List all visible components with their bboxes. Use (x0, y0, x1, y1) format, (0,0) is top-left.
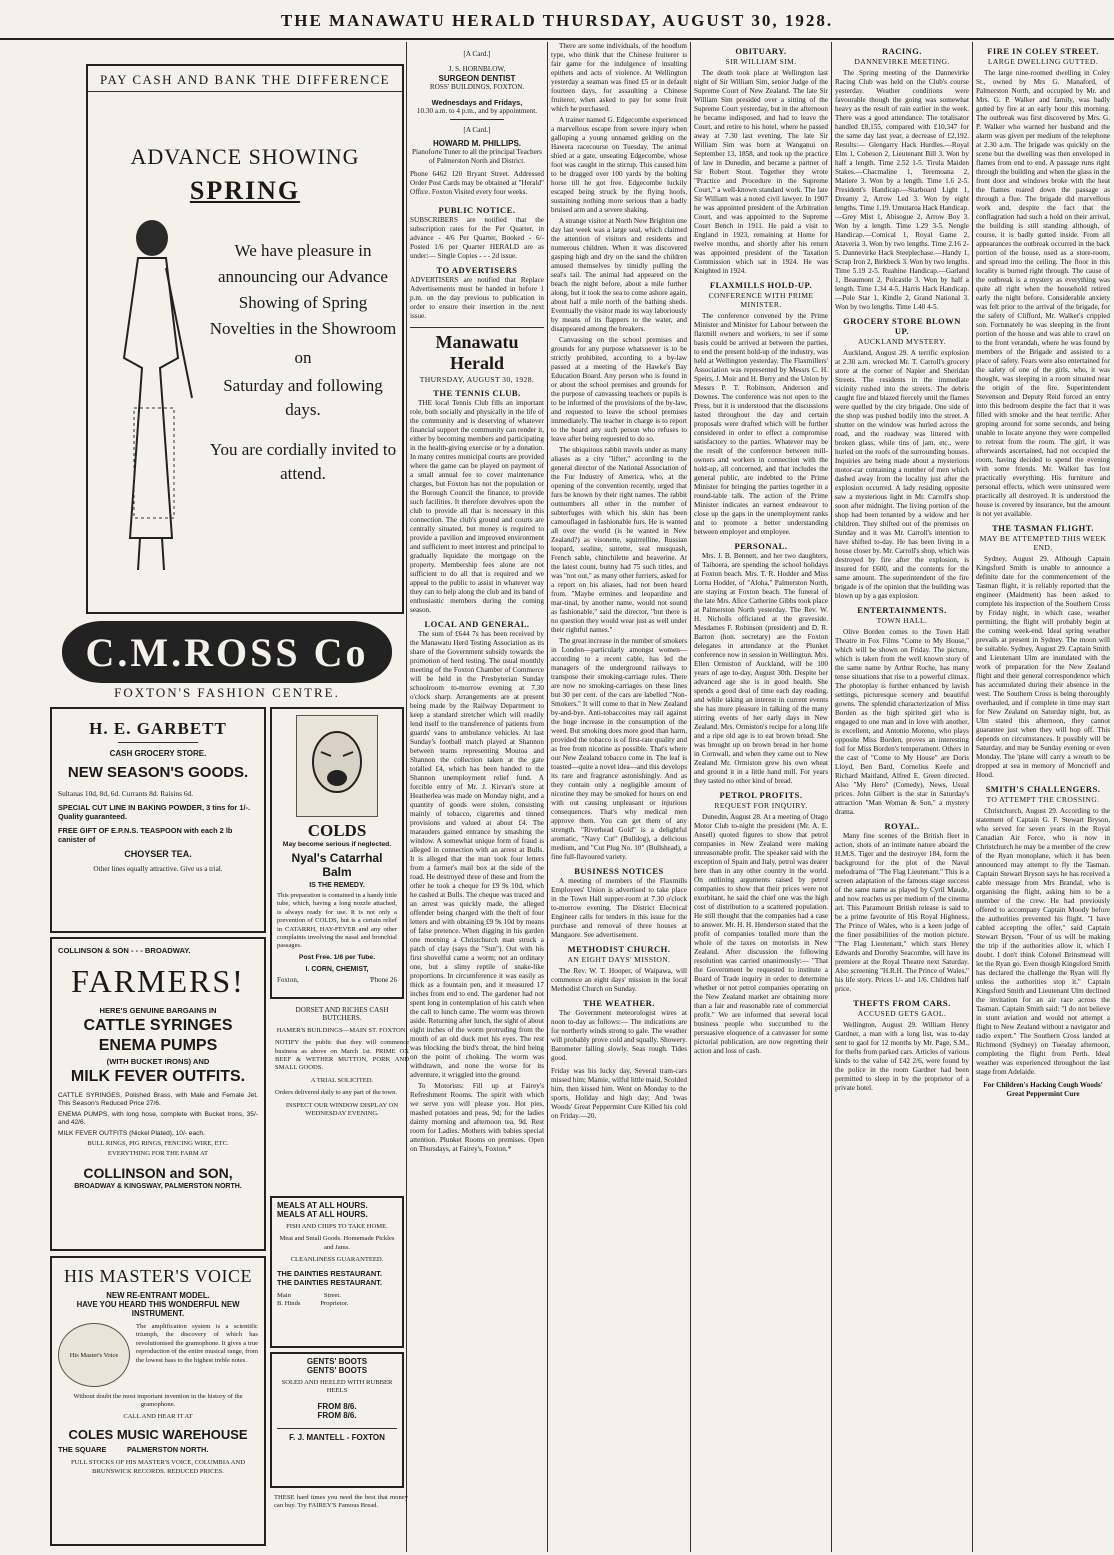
hmv-foot: FULL STOCKS OF HIS MASTER'S VOICE, COLUMBIA AND BRUNSWICK RECORDS. REDUCED PRICES. (71, 1459, 245, 1475)
petrol-subheading: REQUEST FOR INQUIRY. (714, 801, 808, 810)
boots-name: F. J. MANTELL - FOXTON (277, 1428, 397, 1442)
entertainments-heading: ENTERTAINMENTS. (857, 605, 947, 615)
masthead: THE MANAWATU HERALD THURSDAY, AUGUST 30, 1928. (0, 4, 1114, 40)
hornblow-address: ROSS' BUILDINGS, FOXTON. (429, 83, 525, 91)
flaxmills-heading: FLAXMILLS HOLD-UP. (709, 280, 813, 290)
garbett-line1: Sultanas 10d, 8d, 6d. Currants 8d. Raisins 6d. (58, 789, 194, 798)
dorset-advertisement (270, 1004, 414, 1198)
column-rule (547, 42, 548, 1552)
collinson-advertisement (50, 937, 266, 1251)
flaxmills-subheading: CONFERENCE WITH PRIME MINISTER. (708, 291, 814, 309)
collinson-detail: EVERYTHING FOR THE FARM AT (107, 1150, 209, 1158)
local-general-heading: LOCAL AND GENERAL. (424, 619, 530, 629)
sneezing-man-illustration (296, 715, 378, 817)
divider (118, 742, 198, 743)
collinson-top: COLLINSON & SON - - - BROADWAY. (58, 946, 191, 955)
column-rule (406, 42, 407, 1552)
advertisers-heading: TO ADVERTISERS (436, 265, 518, 275)
garbett-line4: Other lines equally attractive. Give us a trial. (93, 865, 223, 873)
hmv-body: The amplification system is a scientific triumph, the discovery of which has revolutionised the gramophone. It gives a true reproduction of the entire musical range, from the lowest bass to the highest treble notes. (136, 1323, 258, 1364)
hmv-sub: NEW RE-ENTRANT MODEL. (106, 1291, 210, 1300)
royal-body: Many fine scenes of the British fleet in action, shots of an intimate nature aboard the H.M.S. Tiger and the destroyer 184, form the background for the plot of the Naval melodrama of "The Flag Lieutenant." This is a screen adaptation of the famous stage success of the same name as played by Cyril Maude, and now reaches us per medium of the cinema art. This Paramount British release is said to be a prime favourite of His Royal Highness, The Prince of Wales, who is a keen judge of the finer possibilities of the motion picture. "The Flag Lieutenant," which stars Henry Edwards and Dorothy Seacombe, will have its premiere at the Royal Theatre next Saturday. Also screening "H.R.H. The Prince of Wales," his life story. Prices 1/- and 1/6. Children half price. (835, 832, 969, 993)
phillips-phone: Phone 6462 120 Bryant Street. Addressed Order Post Cards may be obtained at "Herald" Office. Foxton Visited every four weeks. (410, 170, 544, 196)
ross-on: on (294, 348, 312, 367)
personal-heading: PERSONAL. (734, 541, 788, 551)
ross-headline: ADVANCE SHOWING (130, 144, 360, 169)
article-paragraph: A trainer named G. Edgecombe experienced a marvellous escape from severe injury when galloping a young unnamed gelding on the Hawera racecourse on Tuesday. The animal shied at a gate, unseating Edgecombe, whose foot was caught in the stirrup. This caused him to be dragged over 100 yards by the bolting horse till he got free. Edgecombe luckily escaped being struck by the flying hoofs, sustaining nothing more serious than a badly bruised arm and a severe shaking. (551, 116, 687, 214)
column-3 (410, 42, 544, 1552)
challengers-body: Christchurch, August 29. According to the statement of Captain G. F. Stewart Bryson, who served for seven years in the Royal Canadian Air Force, who is now in Christchurch he may be a member of the crew of the Ryan monoplane, which it has been announced may attempt to fly the Tasman. Captain Stewart Bryson says he has received a cable message from Mrs Brandal, who is organising the flight, asking him to be a member of the crew. He had previously offered to accompany Captain Moody before the authorities prevented his flight. "I have cabled accepting the offer," said Captain Stewart Bryson. "Four of us will be making the trip if the authorities allow it, which I doubt. I don't think Colonel Brinsmead will let the Ryan go. Even though Kingsford Smith has declared the challenge the Ryan will fly unless the authorities stop it." Captain Kingsford Smith and Lieutenant Ulm declined the invitation for an air race across the Tasman. Captain Smith said: "I do not believe in stunt aviation and would not attempt a flight to New Zealand without a navigator and radio expert." The Southern Cross landed at Richmond (Sydney) on Tuesday afternoon, completing the flight from Perth. Ideal weather was experienced throughout the last stage from Adelaide. (976, 807, 1110, 1076)
garbett-name: H. E. GARBETT (89, 719, 227, 738)
racing-subheading: DANNEVIRKE MEETING. (854, 57, 950, 66)
tennis-heading: THE TENNIS CLUB. (433, 388, 521, 398)
nyals-title: COLDS (307, 821, 367, 840)
ross-banner: PAY CASH AND BANK THE DIFFERENCE (88, 66, 402, 92)
hmv-address: THE SQUARE PALMERSTON NORTH. (58, 1445, 209, 1455)
thefts-heading: THEFTS FROM CARS. (853, 998, 951, 1008)
grocery-subheading: AUCKLAND MYSTERY. (857, 337, 947, 346)
hornblow-title: SURGEON DENTIST (438, 74, 516, 83)
column-6 (835, 42, 969, 1552)
dorset-trial: A TRIAL SOLICITED. (310, 1076, 374, 1084)
hmv-advertisement (50, 1256, 266, 1546)
boots-advertisement (270, 1352, 404, 1488)
tasman-body: Sydney, August 29. Although Captain Kingsford Smith is unable to announce a definite date for the commencement of the Tasman flight, it is reliably reported that the engineer (Maidment) has been asked to complete his inspection of the Southern Cross by Friday night, in which case, weather permitting, the flight will probably begin at the coming week-end. Ideal spring weather prevails at present in Sydney. The moon will be suitable. Sydney, August 29. Captain Smith and Lieutenant Ulm are inundated with the work of preparation for the New Zealand flight and their general correspondence which has accumulated during their absence in the west. The Southern Cross is being thoroughly overhauled, and if complete in time may start for New Zealand on Saturday night, but, as Ulm stated this afternoon, they cannot guarantee just when they will hop off. This depends on circumstances. It possibly will be Saturday, and may be Sunday evening or even Monday. The 'plane will carry a wreath to be dropped at sea in memory of Moncrieff and Hood. (976, 555, 1110, 779)
collinson-detail: ENEMA PUMPS, with long hose, complete with Bucket Irons, 35/- and 42/6. (58, 1110, 258, 1127)
business-notices-heading: BUSINESS NOTICES (574, 866, 664, 876)
petrol-body: Dunedin, August 28. At a meeting of Otago Motor Club to-night the president (Mr. A. E. Ansell) quoted figures to show that petrol companies in New Zealand were making unreasonable profit. The speaker said with the exception of Spain and Italy, petrol was dearer here than in any other country in the world. On outlining arguments raised by petrol companies to show that their prices were not exorbitant, he said the chief one was the high cost of distribution to a scattered population. He still thought that the companies had a case to answer. Mr. H. H. Henderson stated that the profit of companies totalled more than the whole of the taxes on motorists in New Zealand. After discussion the following resolution was carried unanimously:— "That the Government be requested to institute a Board of Trade inquiry in order to determine whether or not petrol companies operating on the New Zealand market are obtaining more than a fair and reasonable rate of commercial profit." We are informed that several local business people who succumbed to the persuasive eloquence of a canvasser for some pictorial publication, are now regretting their action and loss of cash. (694, 813, 828, 1055)
challengers-heading: SMITH'S CHALLENGERS. (985, 784, 1101, 794)
methodist-heading: METHODIST CHURCH. (567, 944, 671, 954)
flaxmills-body: The conference convened by the Prime Minister and Minister for Labour between the flaxmill owners and workers, to see if some basis could be arrived at between the parties, to end the present hold-up of the industry, was held at Wellington yesterday. The Flaxmillers' Association was represented by Messrs C. H. Speirs, J. Moir and H. Berry and the Union by Messrs P. T. Robinson, Anderson and Downes. The conference was not open to the Press, but it is understood that the discussions lasted throughout the day and certain proposals were drafted which will be further considered in order to effect a compromise satisfactory to the parties. Whatever may be the result of the conference between mill-owners and workers in connection with the hold-up, all concerned, and that includes the general public, are indebted to the Prime Minister for bringing the parties together in a round-table talk. The action of the Prime Minister indicates an earnest endeavour to close up the gaps in the unemployment ranks and to promote a better understanding between employer and employee. (694, 312, 828, 536)
column-rule (831, 42, 832, 1552)
nyals-brand: Nyal's Catarrhal Balm (291, 851, 383, 879)
dainties-meals: MEALS AT ALL HOURS. (277, 1210, 368, 1219)
entertainments-body: Olive Borden comes to the Town Hall Theatre in Fox Films "Come to My House," which will be shown on Friday. The picture, which is taken from the well known story of the same name by Arthur Roche, has many tense situations that rise to a powerful climax. The photoplay is further enhanced by lavish settings, picturesque scenery and beautiful gowns. The splendid characterization of Miss Borden as the high spirited girl who is engaged to one man and in love with another, is excellent, and Antonio Moreno, who plays opposite Miss Borden, proves an interesting foil for Miss Borden's temperament. Others in the cast of "Come to My House" are Doris Lloyd, Ben Bard, Cornelius Keefe and Richard Maitland, Alfred E. Green directed. Also "My Hero" (Comedy), News, Usual prices. John Gilbert is the star in Saturday's attraction "Man Woman & Son," a mystery drama. (835, 628, 969, 816)
phillips-body: Pianoforte Tuner to all the principal Teachers of Palmerston North and District. (412, 148, 542, 165)
nyals-price: Post Free. 1/6 per Tube. (298, 953, 376, 961)
challengers-subheading: TO ATTEMPT THE CROSSING. (986, 795, 1100, 804)
nyals-remedy: IS THE REMEDY. (309, 882, 365, 889)
dainties-advertisement (270, 1196, 404, 1348)
issue-date: THURSDAY, AUGUST 30, 1928. (419, 375, 535, 384)
nyals-foxton: Foxton, (277, 975, 299, 984)
boots-title: GENTS' BOOTS (306, 1366, 368, 1375)
hmv-sub: HAVE YOU HEARD THIS WONDERFUL NEW INSTRUMENT. (76, 1300, 240, 1318)
thefts-body: Wellington, August 29. William Henry Gardner, a man with a long list, was to-day sent to gaol for 12 months by Mr. Page, S.M., for thefts from parked cars. Articles of various kinds to the value of £42 2/6, were found by the police in the room Gardner had been permitted to sleep in by the proprietor of a private hotel. (835, 1021, 969, 1092)
ross-headline-spring: SPRING (189, 176, 301, 205)
garbett-line3: FREE GIFT OF E.P.N.S. TEASPOON with each 2 lb canister of (58, 826, 233, 844)
racing-heading: RACING. (881, 46, 923, 56)
article-paragraph: Canvassing on the school premises and grounds for any purpose whatsoever is to be strictly prohibited, according to a by-law passed at a meeting of the Hawke's Bay Education Board. Any person who is found in or about the school premises and grounds for the purpose of canvassing teachers or pupils is to be informed of the provisions of the by-law, and requested to leave the school premises immediately. The teacher in charge is to report to the board any such person who refuses to leave after being requested to do so. (551, 336, 687, 443)
boots-title: GENTS' BOOTS (306, 1357, 368, 1366)
nyals-phone: 'Phone 26 (369, 975, 397, 984)
petrol-heading: PETROL PROFITS. (719, 790, 803, 800)
local-general-body: The sum of £644 7s has been received by the Manawatu Herd Testing Association as its share of the Government subsidy towards the promotion of herd testing. The usual monthly meeting of the Foxton Chamber of Commerce will be held in the Presbyterian Sunday schoolroom to-morrow evening at 7.30 o'clock sharp. Arrangements are at present being made by the Railway Department to keep a standard stretcher which will readily lend itself to the transference of patients from guards' vans to ambulance vehicles. At last Sunday's football match played at Shannon between teams representing Moutoa and Shannon the collection taken at the gate totalled £4, which has been handed to the Shannon unemployment relief fund. A forcible entry of Mr. J. Kirvan's store at Heatherlea was made on Monday night, and a quantity of goods were stolen, consisting mainly of tobacco, cigarettes and tinned provisions and valued at about £4. The marauders gained entrance by smashing the window. A somewhat unique form of fraud is alleged in connection with an arrest at Bulls. It is alleged that the man took four letters from a farmer's mail box at the side of the road. He destroyed three of these and from the other he took a cheque for £9 9s 10d, which he cashed at Bulls. The cheque was traced and an arrest was quickly made, the alleged offender being charged with the theft of four letters and with obtaining £9 9s 10d by means of false pretence. When digging in his garden one morning a Christchurch man struck a patch of clay (says the "Sun"). Out with his first shovelful came a worm; not an ordinary one, but a slimy reptile of snake-like proportions. In circumference it was easily as thick as a fountain pen, and it measured 17 inches from end to end. The gardener had not spent long in contemplation of his catch when the call to lunch came. The worm was thrown aside. Returning after lunch, the sight of about eight inches of the worm protruding from the mouth of an old duck met his eyes. The rest was blocking the bird's throat, the bird being on the point of choking. The worm was withdrawn, and none the worse for its adventure, it wriggled into the ground. (410, 630, 544, 1079)
collinson-name: COLLINSON and SON, (83, 1164, 233, 1181)
phillips-name: HOWARD M. PHILLIPS. (433, 139, 521, 148)
column-rule (972, 42, 973, 1552)
garbett-advertisement (50, 707, 266, 933)
obituary-heading: OBITUARY. (735, 46, 787, 56)
nyals-advertisement (270, 707, 404, 999)
hmv-store: COLES MUSIC WAREHOUSE (68, 1427, 248, 1443)
fire-body: The large nine-roomed dwelling in Coley St., owned by Mrs G. Manaford, of Palmerston North, and occupied by Mr. and Mrs. G. P. Walker and family, was badly gutted by fire at an early hour this morning. The outbreak was first discovered by Mrs. G. P. Walker who warned her husband and the alarm was given per medium of the telephone at 2.30 a.m. The brigade was quickly on the scene but the dwelling was then enveloped in flames from end to end. A passage runs right through the building and when the glass in the front door and windows broke with the heat the flames roared down the passage as through a flue. The brigade did marvellous work and, despite the fact that the conflagration had such a hold on their arrival, the building is still standing although, of course, it is badly gutted inside. From all appearances the outbreak occurred in the back portion of the house, used as a store-room, and spread into the ceiling. The floor in this locality is burned right through. The cause of the outbreak is a mystery as everything was quite all right when the household retired early the night before. Considerable anxiety was felt prior to the arrival of the brigade, for the safety of Clifford, Mr. Walker's crippled son. Fortunately he was sleeping in the front portion of the house and was able to crawl on to the front verandah, where he was found by members of the Brigade and assisted to a place of safety. Fears were also entertained for the safety of one of the girls, who, it was thought, was sleeping in a room situated near the origin of the fire. Superintendent Stevenson and Deputy Reid forced an entry into this bedroom despite the fact that it was filled with smoke and the heat terrific. After groping around for some seconds, and being unable to locate anyone they were compelled to retreat from the room. The girl, it was afterwards ascertained, had not occupied the room, having decided to spend the evening with some friends. Mr. Walker has lost practically everything. His furniture and personal effects, which were uninsured were practically all destroyed. It is understood the house is covered by insurance, but the amount is not yet available. (976, 69, 1110, 518)
dorset-title: DORSET AND RICHES CASH BUTCHERS. (295, 1006, 389, 1023)
article-paragraph: The ubiquitous rabbit travels under as many aliases as a city "lifter," according to the general director of the National Association of the Fur Industry of America, who, at the opening of the convention recently, urged that furs be known by their right names. The rabbit outnumbers all other in the number of subterfuges with which his skin has been camouflaged in fashionable furs. He is wanted all over the world (is he wanted in New Zealand?) as visonette, squirrelline, Russian leopard, sealine, sutrette, seal musquash, French sable, chinchilette and beaverine. At the latest count, bunny had 75 such titles, and was "not out," as many other furriers, asked for a report on his aliases, had not been heard from. "Maybe ermines and leopardine and mar-tinal, by another name, would not sound as fashionable," said the director, "but there is no question they would wear just as well under their rightful names." (551, 446, 687, 634)
hmv-line: Without doubt the most important invention in the history of the gramophone. (73, 1393, 243, 1409)
dorset-address: HAMER'S BUILDINGS—MAIN ST. FOXTON. (276, 1026, 408, 1034)
thefts-subheading: ACCUSED GETS GAOL. (857, 1009, 947, 1018)
collinson-fever: MILK FEVER OUTFITS. (70, 1068, 246, 1085)
ross-tagline: FOXTON'S FASHION CENTRE. (114, 685, 340, 700)
hornblow-name: J. S. HORNBLOW, (448, 65, 506, 73)
collinson-detail: CATTLE SYRINGES, Polished Brass, with Male and Female Jet. This Season's Reduced Price 27/6. (58, 1092, 258, 1108)
nyals-chemist: I. CORN, CHEMIST, (305, 965, 369, 973)
ross-logo: C.M.ROSS Co (62, 621, 392, 683)
ross-advertisement (86, 64, 404, 614)
royal-heading: ROYAL. (884, 821, 920, 831)
collinson-syringes: CATTLE SYRINGES (83, 1017, 233, 1034)
tasman-heading: THE TASMAN FLIGHT. (992, 523, 1094, 533)
collinson-detail: BULL RINGS, PIG RINGS, FENCING WIRE, ETC. (87, 1140, 229, 1148)
dorset-orders: Orders delivered daily to any part of the town. (275, 1089, 398, 1097)
motorists-notice: To Motorists: Fill up at Fairey's Refreshment Rooms. The spirit with which we serve you will please you. Hot pies, mashed potatoes and peas, 9d; for the ladies dainty morning and afternoon tea, 9d. Rest room for Ladies. Mothers with babies special attention. Plunket Rooms on premises. Open on Thursdays, at Fairey's, Foxton.* (410, 1082, 544, 1153)
ross-body: We have pleasure in announcing our Advance Showing of Spring Novelties in the Showroom (209, 241, 397, 338)
column-4 (551, 42, 687, 1552)
collinson-enema: ENEMA PUMPS (98, 1037, 218, 1054)
card-label: [A Card.] (463, 50, 491, 58)
boots-price: FROM 8/6. (317, 1401, 357, 1411)
nyals-sub: May become serious if neglected. (282, 841, 392, 848)
dainties-main: Main Street. (277, 1291, 341, 1299)
divider (450, 119, 504, 120)
dainties-fish: FISH AND CHIPS TO TAKE HOME. (286, 1223, 388, 1230)
tasman-subheading: MAY BE ATTEMPTED THIS WEEK END. (979, 534, 1107, 552)
collinson-detail: MILK FEVER OUTFITS (Nickel Plated), 10/- each. (58, 1129, 205, 1137)
grocery-heading: GROCERY STORE BLOWN UP. (843, 316, 961, 336)
ross-logo-band (50, 621, 404, 703)
fashion-figure-illustration (100, 208, 200, 578)
article-paragraph: There are some individuals, of the hoodlum type, who think that the Chinese fruiterer is fair game for the indulgence of insulting epithets and acts of violence. At Wellington yesterday a seaman was fined £5 or in default fourteen days, for assaulting a Chinese fruiterer, when asked to pay for some fruit which he purchased. (551, 42, 687, 113)
paper-nameplate: Manawatu Herald (410, 327, 544, 374)
article-paragraph: The great increase in the number of smokers in London—particularly amongst women—according to a recent cable, has led the managers of the underground railways to transpose their smoking-carriage rules. There are now no smoking-carriages on these lines but 30 per cent. of the cars are labelled "Non-Smokers." It will come to that in New Zealand by-and-bye. Anti-tobaccoites may rail against the huge increase in the consumption of the weed. But smoking does more good than harm, provided the tobacco is of first-rate quality and as free from nicotine as possible. That's where our New Zealand tobacco come in. The leaf is toasted—quite a novel idea—and this develops its rare and fragrance astonishingly. And as they contain only a negligible amount of nicotine they may be smoked for hours on end with out causing unpleasant or injurious consequences. That's why medical men approve them. You can get them of any strength. "Riverhead Gold" is a delightful aromatic, "Navy Cut" (Bulldog), a delicious medium, and "Cut Plug No. 10" (Bullshead), a fine full-flavoured variety. (551, 637, 687, 861)
fire-subheading: LARGE DWELLING GUTTED. (987, 57, 1099, 66)
ross-invite: You are cordially invited to attend. (209, 440, 397, 483)
hornblow-hours: 10.30 a.m. to 4 p.m., and by appointment. (416, 107, 538, 115)
dainties-clean: CLEANLINESS GUARANTEED. (290, 1256, 384, 1264)
garbett-headline: NEW SEASON'S GOODS. (67, 764, 249, 781)
business-notices-body: A meeting of members of the Flaxmills Employees' Union is advertised to take place in the Town Hall supper-room at 7.30 o'clock to-morrow evening. The District Electrical Engineer calls for tenders in this issue for the purchase and removal of three houses at Mangaore. See advertisement. (551, 877, 687, 939)
boots-soled: SOLED AND HEELED WITH RUBBER HEELS (281, 1379, 393, 1395)
garbett-sub: CASH GROCERY STORE. (109, 749, 207, 758)
dainties-restaurant: THE DAINTIES RESTAURANT. (277, 1277, 382, 1287)
collinson-address: BROADWAY & KINGSWAY, PALMERSTON NORTH. (74, 1182, 242, 1190)
public-notice-heading: PUBLIC NOTICE. (438, 205, 516, 215)
obituary-body: The death took place at Wellington last night of Sir William Sim, senior Judge of the Supreme Court of New Zealand. The late Sir William Sim presided over a sitting of the Supreme Court yesterday, but in the afternoon he became indisposed, and had to leave the Court, and retire to his hotel, where he passed away at 7.30 last evening. The late Sir William Sim was born at Wanganui on September 13, 1858, and took up the practice of law in Dunedin, and became a partner of Sir Robert Stout. Together they wrote "Practice and Procedure in the Supreme Court," a well-known standard work. The late Sir William was a noted civil lawyer. In 1907 he was appointed president of the Arbitration Court, and was appointed to the Supreme Court Bench in 1911. He paid a visit to England in 1923, remaining at Home for twelve months, and shortly after his return was appointed president of the Taxation Commission which sat in 1924. He was Knighted in 1924. (694, 69, 828, 275)
collinson-bargains: HERE'S GENUINE BARGAINS IN (99, 1006, 217, 1015)
garbett-line2: SPECIAL CUT LINE IN BAKING POWDER, 3 tins for 1/-. Quality guaranteed. (58, 803, 251, 821)
ross-days: Saturday and following days. (223, 376, 383, 419)
column-rule (690, 42, 691, 1552)
collinson-farmers: FARMERS! (71, 963, 245, 999)
hornblow-days: Wednesdays and Fridays, (431, 98, 523, 107)
dorset-inspect: INSPECT OUR WINDOW DISPLAY ON WEDNESDAY EVENING. (285, 1101, 399, 1118)
fire-heading: FIRE IN COLEY STREET. (987, 46, 1099, 56)
cough-cure-notice: For Children's Hacking Cough Woods' Great Peppermint Cure (983, 1081, 1103, 1098)
dainties-meals: MEALS AT ALL HOURS. (277, 1201, 368, 1210)
grocery-body: Auckland, August 29. A terrific explosion at 2.30 a.m. wrecked Mr. T. Carroll's grocery store at the corner of Napier and Sheridan Streets. The residents in the immediate vicinity rushed into the streets. The debris caught fire and blazed fiercely until the flames were quelled by the city brigade. One side of the shop was pushed bodily into the street. A shutter on the window was hurled across the road, and the roadway was littered with broken glass, while tins of jam, etc., were hurled on the roofs of the surrounding houses. Inquiries are being made about a mysterious motor-car containing a number of men which dashed away from the locality just after the explosion occurred. A lady residing opposite saw a mysterious light in Mr. Carroll's shop soon after midnight. The living portion of the shop had been tenanted by a widow and her children. They shifted out of the premises on Sunday and it was Mr. Carroll's intention to have shifted to-day. He has been living in a house closer by. Mr. Carroll's shop, which was destroyed by fire after the explosion, is insured for £600, and the contents for the same amount. The superintendent of the fire brigade is of the opinion that the building was blown up by a gas explosion. (835, 349, 969, 600)
methodist-subheading: AN EIGHT DAYS' MISSION. (567, 955, 671, 964)
boots-price: FROM 8/6. (317, 1410, 357, 1420)
article-paragraph: A strange visitor at North New Brighton one day last week was a large seal, which claimed the attention of visitors and residents and numerous children. When it was discovered gasping high and dry on the sand the children amused themselves by timidly pulling the seal's tail. The animal had appeared on the beach the night before, about a mile further along, but it took the sea to come ashore again, about half a mile north of the bathing sheds. Eventually the visitor made its way laboriously by means of its flappers to the water, and disappeared among the breakers. (551, 217, 687, 333)
entertainments-subheading: TOWN HALL. (876, 616, 928, 625)
obituary-subheading: SIR WILLIAM SIM. (725, 57, 797, 66)
dainties-restaurant: THE DAINTIES RESTAURANT. (277, 1268, 382, 1278)
tennis-body: THE local Tennis Club fills an important role, both socially and physically in the life of the community and is deserving of whatever financial support the community can render it, either by becoming members and participating in the health-giving exercise or by a donation. In many centres municipal courts are provided where the game can be played on payment of a small annual fee to cover maintenance charges, but Foxton has not the population or the Borough Council the finance, to provide such facilities. It therefore devolves upon the club to provide all that is necessary in this connection. The club's ground and courts are centrally situated, but money is required to provide a pavilion and improved environment and sufficient to meet interest and principal to gradually liquidate the mortgage on the property. Membership fees alone are not sufficient to do all that is required and we appeal to the public to assist in whatever way they can to help along the club and its band of enthusiastic members during the coming season. (410, 399, 544, 614)
racing-body: The Spring meeting of the Dannevirke Racing Club was held on the Club's course yesterday. Weather conditions were favourable though the going was somewhat heavy as the result of rain earlier in the week. There was a good attendance. The totalisator handled £8,155, compared with £10,347 for the same day last year, a decrease of £2,192. Results:— Glengarry Hack Hurdles.—Royal Elm 1, Cobeson 2, Lieutenant Bill 3. Won by half a length. Time 2.52 1-5. Tirula Maiden Stakes.—Chacmaline 1, Teremoana 2, Matiere 3. Won by a length. Time 1.6 2-5. President's Handicap.—Starboard Light 1, Dreamy 2, Arrow Led 3. Won by eight lengths. Time 1.19. Umutaroa Hack Handicap.—Grey Mist 1, Abisogue 2, Arrow Boy 3. Won by a length. Time 1.29 3-5. Nengle Handicap.—Comical 1, Royal Game 2, Ataveria 3. Won by two lengths. Time 2.16 2-5. Dannevirke Hack Steeplechase.—Handy 1, Scrap Iron 2, Birkbeck 3. Won by two lengths. Time 5.19 2-5. Ruahine Handicap.—Garland 1, Beaumont 2, Polcastle 3. Won by half a length. Time 1.34 4-5. Harris Hack Handicap.—Pole Star 1, Kindle 2, Grand National 3. Won by two lengths. Time 1.40 4-5. (835, 69, 969, 311)
hmv-call: CALL AND HEAR IT AT (123, 1412, 193, 1420)
hmv-title: HIS MASTER'S VOICE (64, 1266, 252, 1286)
garbett-tea: CHOYSER TEA. (124, 849, 192, 859)
card-label: [A Card.] (463, 126, 491, 134)
dainties-hinds: B. Hinds Proprietor. (277, 1300, 349, 1308)
personal-body: Mrs. J. B. Bennett, and her two daughters, of Taihoera, are spending the school holidays at Foxton beach. Mrs. T. R. Hodder and Miss Lorna Hodder, of "Aloha," Palmerston North, are staying at Foxton beach. The funeral of the late Mrs. Alice Catherine Gibbs took place at Palmerston North yesterday. The Rev. W. H. Nicholls officiated at the graveside. Mesdames F. Robinson (president) and D. R. Barron (hon. secretary) are the Foxton delegates in attendance at the Plunket conference now in session in Wellington. Mrs. Ellen Ormiston of Auckland, will be 100 years of age to-day, August 30th. Despite her advanced age she is in good health. She spends a good deal of time each day reading, and while taking an interest in current events she has more pleasure in talking of the many stirring events of her early days in New Zealand. Mrs. Ormiston's recipe for a long life and a ripe old age is to eat brown bread. She was brought up on brown bread in her home in Cornwall, and when they came out to New Zealand Mr. Ormiston grew his own wheat and ground it in a little hand mill. For years they tasted no other kind of bread. (694, 552, 828, 785)
weather-heading: THE WEATHER. (583, 998, 655, 1008)
public-notice-body: SUBSCRIBERS are notified that the subscription rates for the Per Quarter, in advance - 4/6 Per Quarter, Booked - 6/- Posted 1/6 per Quarter HERALD are as under:— Single Copies - - - 2d issue. (410, 216, 544, 260)
column-5 (694, 42, 828, 1552)
collinson-with: (WITH BUCKET IRONS) AND (106, 1057, 210, 1066)
dorset-body: NOTIFY the public that they will commence business as above on March 1st. PRIME OX BEEF & WETHER MUTTON, PORK AND SMALL GOODS. (275, 1039, 409, 1072)
hmv-dog-logo: His Master's Voice (58, 1323, 130, 1387)
weather-body: The Government meteorologist wires at noon to-day as follows:— The indications are for northerly winds strong to gale. The weather will probably prove cold and squally. Showery. Barometer falling slowly. Seas rough. Tides good. (551, 1009, 687, 1062)
nyals-body: This preparation is contained in a handy little tube, which, having a long nozzle attached, is always ready for use. It is not only a prevention of COLDS, but is a certain relief in CATARRH, HAY-FEVER and any other complaints involving the nasal and bronchial passages. (277, 892, 397, 950)
dainties-meat: Meat and Small Goods. Homemade Pickles and Jams. (279, 1235, 395, 1251)
methodist-body: The Rev. W. T. Hooper, of Waipawa, will commence an eight days' mission in the local Methodist Church on Sunday. (551, 967, 687, 993)
column-7 (976, 42, 1110, 1552)
verse-advert: Friday was his lucky day, Several tram-cars missed him; Mamie, wilful little maid, Scolded him, then kissed him. Went on Monday to the sports, Holiday and high day; And 'twas Woods' Great Peppermint Cure Killed his cold on Friday.—20. (551, 1067, 687, 1120)
fairey-bread-notice: THESE hard times you need the best that money can buy. Try FAIREY'S Famous Bread. (274, 1494, 408, 1510)
advertisers-body: ADVERTISERS are notified that Replace Advertisements must be handed in before 1 p.m. on the day previous to publication in order to ensure their insertion in the next issue. (410, 276, 544, 320)
